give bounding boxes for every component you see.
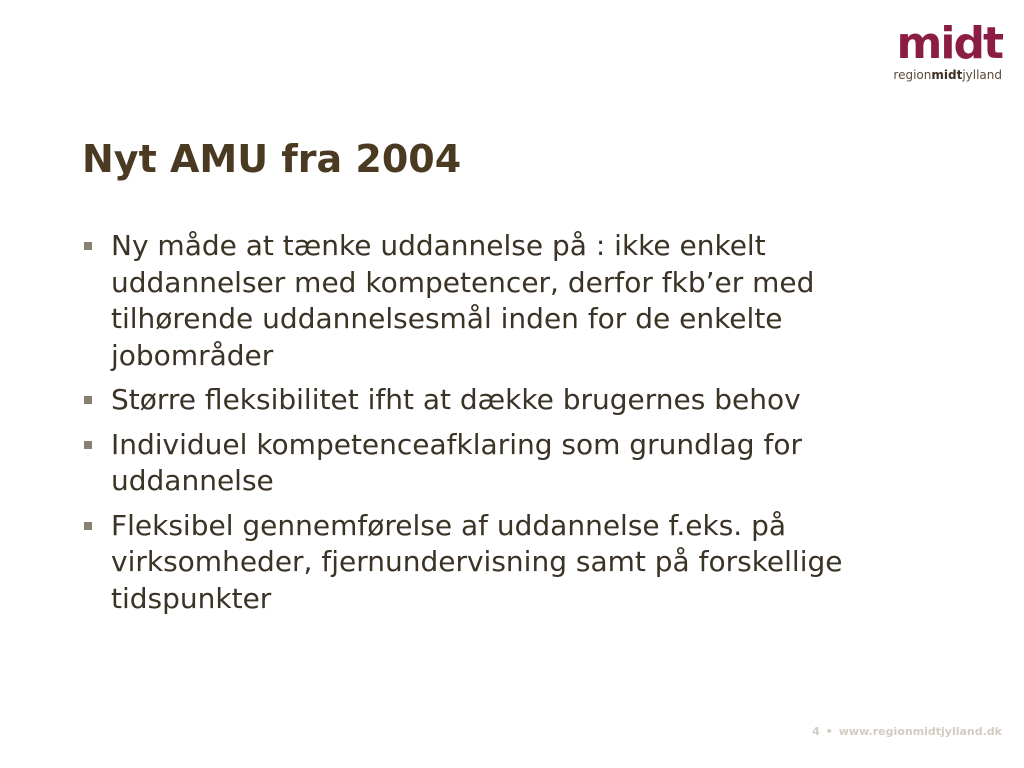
slide-title: Nyt AMU fra 2004 xyxy=(82,137,462,181)
square-bullet-icon xyxy=(84,396,92,404)
bullet-item xyxy=(82,382,912,419)
logo-sub-region: region xyxy=(893,68,932,82)
bullet-item xyxy=(82,427,912,500)
logo-subtitle xyxy=(872,68,1002,82)
bullet-text: Individuel kompetenceafklaring som grundlag for uddannelse xyxy=(111,427,802,497)
square-bullet-icon xyxy=(84,441,92,449)
logo-sub-jylland: jylland xyxy=(962,68,1002,82)
bullet-item xyxy=(82,228,912,374)
bullet-item xyxy=(82,508,912,618)
footer-separator: • xyxy=(825,725,833,738)
slide-footer xyxy=(812,725,1002,738)
bullet-list xyxy=(82,228,912,625)
bullet-text: Ny måde at tænke uddannelse på : ikke enkelt uddannelser med kompetencer, derfor fkb’er med tilhørende uddannelsesmål inden for de enkelte jobområder xyxy=(111,229,815,372)
region-midtjylland-logo xyxy=(872,18,1002,82)
bullet-text: Større fleksibilitet ifht at dække brugernes behov xyxy=(111,383,801,416)
square-bullet-icon xyxy=(84,242,92,250)
footer-url[interactable]: www.regionmidtjylland.dk xyxy=(838,725,1002,738)
bullet-text: Fleksibel gennemførelse af uddannelse f.eks. på virksomheder, fjernundervisning samt på forskellige tidspunkter xyxy=(111,508,843,615)
square-bullet-icon xyxy=(84,522,92,530)
page-number: 4 xyxy=(812,725,820,738)
logo-mark: midt xyxy=(896,18,1002,69)
logo-sub-midt: midt xyxy=(931,68,963,82)
